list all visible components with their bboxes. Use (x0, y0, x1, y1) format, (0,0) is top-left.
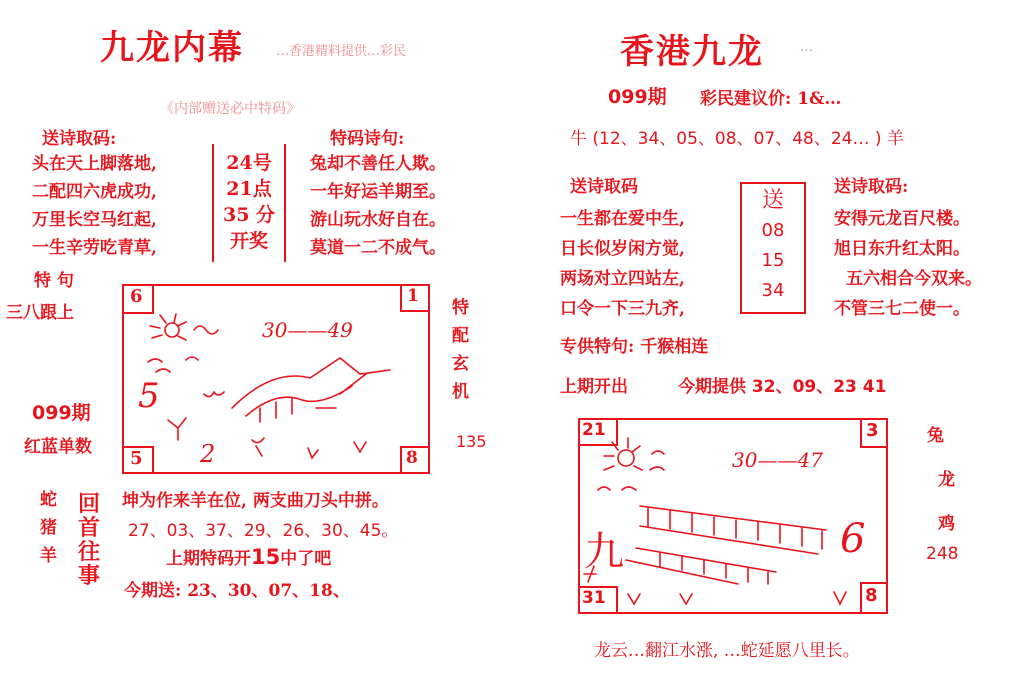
left-numbers-line: 27、03、37、29、26、30、45。 (128, 521, 399, 541)
right-title: 香港九龙 (620, 32, 764, 72)
left-title: 九龙内幕 (100, 28, 244, 68)
animal: 蛇 (40, 490, 57, 510)
left-right-number: 135 (456, 432, 487, 451)
review-char: 回 (78, 491, 101, 517)
right-poem-b-heading: 送诗取码: (834, 177, 909, 197)
right-bottom-line: 龙云…翻江水涨, …蛇延愿八里长。 (594, 641, 860, 661)
left-today-send: 今期送: 23、30、07、18、 (124, 581, 350, 601)
left-poem-b-heading: 特码诗句: (330, 129, 405, 149)
poem-line: 头在天上脚落地, (32, 154, 157, 174)
right-niu-line: 牛 (12、34、05、08、07、48、24… ) 羊 (570, 129, 904, 149)
poem-line: 一年好运羊期至。 (310, 182, 446, 202)
draw-number: 24号 (226, 152, 272, 174)
vertical-char: 鸡 (938, 514, 955, 534)
sketch-six: 6 (840, 516, 866, 562)
vertical-char: 配 (452, 326, 469, 346)
right-poem-a-heading: 送诗取码 (570, 177, 638, 197)
left-tag: 三八跟上 (6, 303, 74, 323)
sketch-two: 2 (200, 440, 216, 468)
animal: 羊 (40, 546, 57, 566)
right-provide: 今期提供 32、09、23 41 (678, 377, 887, 397)
left-special-label: 特 句 (34, 271, 74, 291)
corner-number: 8 (865, 585, 878, 606)
left-subtitle: 《内部赠送必中特码》 (160, 101, 300, 117)
poem-line: 旭日东升红太阳。 (834, 239, 970, 259)
draw-minute: 35 分 (222, 204, 276, 226)
poem-line: 一生辛劳吃青草, (32, 238, 157, 258)
sketch-nine: 九 (584, 529, 624, 575)
draw-time: 21点 (226, 178, 272, 200)
poem-line: 一生都在爱中生, (560, 209, 685, 229)
corner-number: 5 (130, 448, 143, 469)
vertical-char: 兔 (927, 426, 944, 446)
send-number: 34 (761, 280, 785, 301)
vertical-char: 特 (452, 298, 469, 318)
left-title-note: …香港精料提供…彩民 (276, 44, 407, 59)
poem-line: 二配四六虎成功, (32, 182, 157, 202)
sketch-range: 30——47 (732, 448, 823, 472)
poem-line: 五六相合今双来。 (846, 269, 982, 289)
poem-line: 两场对立四站左, (560, 269, 685, 289)
right-price: 彩民建议价: 1&… (700, 89, 842, 109)
poem-line: 日长似岁闲方觉, (560, 239, 685, 259)
left-issue-sub: 红蓝单数 (24, 437, 92, 457)
review-char: 事 (78, 563, 101, 589)
sketch-range: 30——49 (262, 318, 353, 342)
right-title-note: … (800, 40, 813, 55)
vertical-char: 玄 (452, 354, 469, 374)
corner-number: 3 (866, 420, 879, 441)
right-last-open: 上期开出 (560, 377, 628, 397)
review-char: 往 (78, 539, 101, 565)
right-number: 248 (926, 544, 959, 564)
poem-line: 不管三七二使一。 (834, 299, 970, 319)
left-poem-a-heading: 送诗取码: (42, 129, 117, 149)
review-char: 首 (78, 515, 101, 541)
poem-line: 口令一下三九齐, (560, 299, 685, 319)
right-issue: 099期 (608, 86, 667, 108)
right-special: 专供特句: 千猴相连 (560, 337, 709, 357)
animal: 猪 (40, 518, 57, 538)
draw-label: 开奖 (229, 230, 268, 252)
right-vertical (916, 414, 955, 546)
corner-number: 21 (582, 420, 606, 440)
poem-line: 游山玩水好自在。 (310, 210, 446, 230)
send-number: 08 (761, 220, 785, 241)
poem-line: 安得元龙百尺楼。 (834, 209, 970, 229)
corner-number: 1 (407, 286, 419, 306)
sketch-five: 5 (138, 376, 160, 416)
last-prefix: 上期特码开 (166, 549, 251, 569)
left-issue: 099期 (32, 402, 91, 424)
vertical-char: 机 (452, 382, 469, 402)
last-number: 15 (251, 545, 281, 569)
send-label: 送 (761, 188, 784, 213)
last-suffix: 中了吧 (280, 549, 332, 569)
send-number: 15 (761, 250, 785, 271)
left-poem-line: 坤为作来羊在位, 两支曲刀头中拼。 (122, 491, 389, 511)
vertical-char: 龙 (938, 470, 955, 490)
corner-number: 8 (406, 448, 418, 468)
poem-line: 万里长空马红起, (32, 210, 157, 230)
corner-number: 31 (582, 588, 606, 608)
poem-line: 兔却不善任人欺。 (310, 154, 446, 174)
corner-number: 6 (130, 286, 143, 307)
poem-line: 莫道一二不成气。 (310, 238, 446, 258)
